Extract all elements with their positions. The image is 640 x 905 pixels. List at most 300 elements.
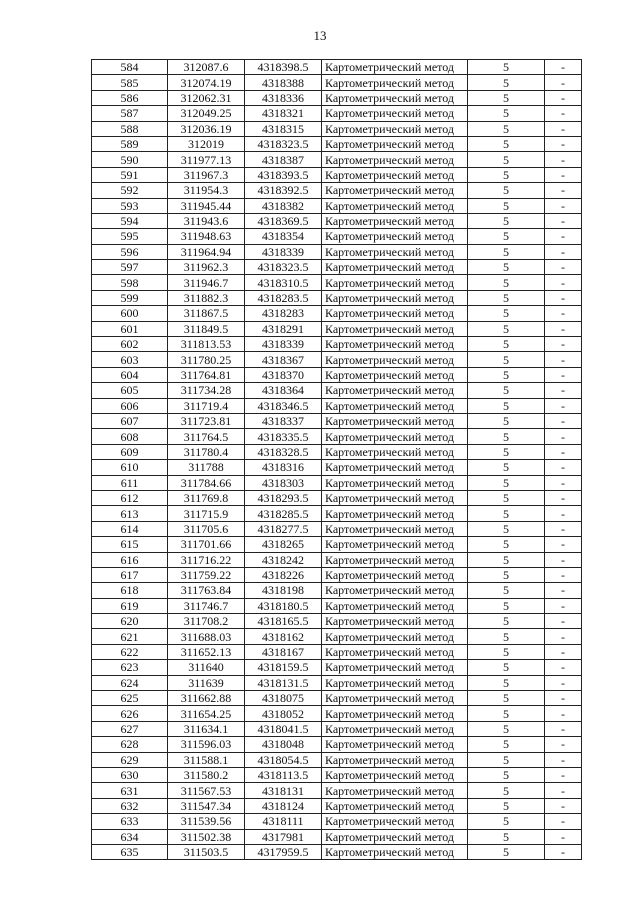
y-coordinate-cell: 4318303 bbox=[245, 475, 322, 490]
table-row bbox=[92, 367, 582, 382]
y-coordinate-cell: 4318159.5 bbox=[245, 660, 322, 675]
y-coordinate-cell: 4318310.5 bbox=[245, 275, 322, 290]
x-coordinate-cell: 311640 bbox=[168, 660, 245, 675]
method-cell: Картометрический метод bbox=[322, 229, 468, 244]
note-cell: - bbox=[545, 490, 582, 505]
point-number-cell: 601 bbox=[92, 321, 168, 336]
point-number-cell: 603 bbox=[92, 352, 168, 367]
accuracy-cell: 5 bbox=[468, 752, 545, 767]
y-coordinate-cell: 4318382 bbox=[245, 198, 322, 213]
method-cell: Картометрический метод bbox=[322, 614, 468, 629]
y-coordinate-cell: 4318283 bbox=[245, 306, 322, 321]
x-coordinate-cell: 311580.2 bbox=[168, 767, 245, 782]
accuracy-cell: 5 bbox=[468, 675, 545, 690]
y-coordinate-cell: 4318198 bbox=[245, 583, 322, 598]
y-coordinate-cell: 4318283.5 bbox=[245, 290, 322, 305]
x-coordinate-cell: 311964.94 bbox=[168, 244, 245, 259]
x-coordinate-cell: 311654.25 bbox=[168, 706, 245, 721]
note-cell: - bbox=[545, 367, 582, 382]
accuracy-cell: 5 bbox=[468, 121, 545, 136]
table-row bbox=[92, 567, 582, 582]
table-row bbox=[92, 660, 582, 675]
point-number-cell: 595 bbox=[92, 229, 168, 244]
x-coordinate-cell: 311539.56 bbox=[168, 814, 245, 829]
accuracy-cell: 5 bbox=[468, 490, 545, 505]
x-coordinate-cell: 311813.53 bbox=[168, 337, 245, 352]
y-coordinate-cell: 4318124 bbox=[245, 798, 322, 813]
table-row bbox=[92, 106, 582, 121]
accuracy-cell: 5 bbox=[468, 475, 545, 490]
point-number-cell: 617 bbox=[92, 567, 168, 582]
note-cell: - bbox=[545, 306, 582, 321]
x-coordinate-cell: 311715.9 bbox=[168, 506, 245, 521]
table-row bbox=[92, 460, 582, 475]
point-number-cell: 618 bbox=[92, 583, 168, 598]
y-coordinate-cell: 4318162 bbox=[245, 629, 322, 644]
table-row bbox=[92, 814, 582, 829]
accuracy-cell: 5 bbox=[468, 444, 545, 459]
table-row bbox=[92, 352, 582, 367]
y-coordinate-cell: 4318277.5 bbox=[245, 521, 322, 536]
table-row bbox=[92, 490, 582, 505]
note-cell: - bbox=[545, 152, 582, 167]
accuracy-cell: 5 bbox=[468, 460, 545, 475]
table-row bbox=[92, 675, 582, 690]
table-row bbox=[92, 691, 582, 706]
x-coordinate-cell: 312049.25 bbox=[168, 106, 245, 121]
x-coordinate-cell: 311784.66 bbox=[168, 475, 245, 490]
method-cell: Картометрический метод bbox=[322, 814, 468, 829]
method-cell: Картометрический метод bbox=[322, 352, 468, 367]
method-cell: Картометрический метод bbox=[322, 413, 468, 428]
note-cell: - bbox=[545, 429, 582, 444]
point-number-cell: 593 bbox=[92, 198, 168, 213]
table-row bbox=[92, 521, 582, 536]
accuracy-cell: 5 bbox=[468, 367, 545, 382]
y-coordinate-cell: 4318075 bbox=[245, 691, 322, 706]
accuracy-cell: 5 bbox=[468, 413, 545, 428]
note-cell: - bbox=[545, 737, 582, 752]
table-row bbox=[92, 152, 582, 167]
point-number-cell: 600 bbox=[92, 306, 168, 321]
accuracy-cell: 5 bbox=[468, 521, 545, 536]
point-number-cell: 604 bbox=[92, 367, 168, 382]
accuracy-cell: 5 bbox=[468, 429, 545, 444]
x-coordinate-cell: 311948.63 bbox=[168, 229, 245, 244]
note-cell: - bbox=[545, 537, 582, 552]
point-number-cell: 602 bbox=[92, 337, 168, 352]
method-cell: Картометрический метод bbox=[322, 691, 468, 706]
y-coordinate-cell: 4318354 bbox=[245, 229, 322, 244]
table-row bbox=[92, 721, 582, 736]
point-number-cell: 594 bbox=[92, 213, 168, 228]
note-cell: - bbox=[545, 644, 582, 659]
table-row bbox=[92, 706, 582, 721]
accuracy-cell: 5 bbox=[468, 567, 545, 582]
accuracy-cell: 5 bbox=[468, 660, 545, 675]
note-cell: - bbox=[545, 829, 582, 844]
note-cell: - bbox=[545, 767, 582, 782]
point-number-cell: 598 bbox=[92, 275, 168, 290]
method-cell: Картометрический метод bbox=[322, 106, 468, 121]
accuracy-cell: 5 bbox=[468, 106, 545, 121]
accuracy-cell: 5 bbox=[468, 352, 545, 367]
y-coordinate-cell: 4318131 bbox=[245, 783, 322, 798]
note-cell: - bbox=[545, 337, 582, 352]
x-coordinate-cell: 311780.4 bbox=[168, 444, 245, 459]
x-coordinate-cell: 311746.7 bbox=[168, 598, 245, 613]
x-coordinate-cell: 312074.19 bbox=[168, 75, 245, 90]
x-coordinate-cell: 311962.3 bbox=[168, 260, 245, 275]
method-cell: Картометрический метод bbox=[322, 321, 468, 336]
note-cell: - bbox=[545, 798, 582, 813]
accuracy-cell: 5 bbox=[468, 167, 545, 182]
y-coordinate-cell: 4318291 bbox=[245, 321, 322, 336]
x-coordinate-cell: 311719.4 bbox=[168, 398, 245, 413]
note-cell: - bbox=[545, 629, 582, 644]
x-coordinate-cell: 311780.25 bbox=[168, 352, 245, 367]
table-row bbox=[92, 260, 582, 275]
accuracy-cell: 5 bbox=[468, 75, 545, 90]
point-number-cell: 590 bbox=[92, 152, 168, 167]
note-cell: - bbox=[545, 583, 582, 598]
table-row bbox=[92, 752, 582, 767]
note-cell: - bbox=[545, 121, 582, 136]
method-cell: Картометрический метод bbox=[322, 306, 468, 321]
point-number-cell: 635 bbox=[92, 844, 168, 859]
point-number-cell: 616 bbox=[92, 552, 168, 567]
point-number-cell: 611 bbox=[92, 475, 168, 490]
x-coordinate-cell: 311708.2 bbox=[168, 614, 245, 629]
method-cell: Картометрический метод bbox=[322, 752, 468, 767]
table-row bbox=[92, 444, 582, 459]
table-row bbox=[92, 229, 582, 244]
note-cell: - bbox=[545, 721, 582, 736]
note-cell: - bbox=[545, 383, 582, 398]
point-number-cell: 610 bbox=[92, 460, 168, 475]
accuracy-cell: 5 bbox=[468, 306, 545, 321]
accuracy-cell: 5 bbox=[468, 290, 545, 305]
note-cell: - bbox=[545, 844, 582, 859]
accuracy-cell: 5 bbox=[468, 767, 545, 782]
point-number-cell: 589 bbox=[92, 136, 168, 151]
y-coordinate-cell: 4318370 bbox=[245, 367, 322, 382]
point-number-cell: 607 bbox=[92, 413, 168, 428]
x-coordinate-cell: 311723.81 bbox=[168, 413, 245, 428]
accuracy-cell: 5 bbox=[468, 229, 545, 244]
point-number-cell: 627 bbox=[92, 721, 168, 736]
y-coordinate-cell: 4318321 bbox=[245, 106, 322, 121]
y-coordinate-cell: 4318052 bbox=[245, 706, 322, 721]
method-cell: Картометрический метод bbox=[322, 567, 468, 582]
accuracy-cell: 5 bbox=[468, 598, 545, 613]
accuracy-cell: 5 bbox=[468, 814, 545, 829]
accuracy-cell: 5 bbox=[468, 213, 545, 228]
note-cell: - bbox=[545, 475, 582, 490]
point-number-cell: 584 bbox=[92, 60, 168, 75]
method-cell: Картометрический метод bbox=[322, 737, 468, 752]
table-row bbox=[92, 60, 582, 75]
y-coordinate-cell: 4318335.5 bbox=[245, 429, 322, 444]
method-cell: Картометрический метод bbox=[322, 460, 468, 475]
y-coordinate-cell: 4318048 bbox=[245, 737, 322, 752]
method-cell: Картометрический метод bbox=[322, 521, 468, 536]
point-number-cell: 624 bbox=[92, 675, 168, 690]
y-coordinate-cell: 4318167 bbox=[245, 644, 322, 659]
method-cell: Картометрический метод bbox=[322, 675, 468, 690]
method-cell: Картометрический метод bbox=[322, 152, 468, 167]
y-coordinate-cell: 4318265 bbox=[245, 537, 322, 552]
note-cell: - bbox=[545, 783, 582, 798]
table-row bbox=[92, 290, 582, 305]
point-number-cell: 625 bbox=[92, 691, 168, 706]
x-coordinate-cell: 312087.6 bbox=[168, 60, 245, 75]
method-cell: Картометрический метод bbox=[322, 383, 468, 398]
x-coordinate-cell: 311716.22 bbox=[168, 552, 245, 567]
note-cell: - bbox=[545, 398, 582, 413]
accuracy-cell: 5 bbox=[468, 737, 545, 752]
note-cell: - bbox=[545, 167, 582, 182]
method-cell: Картометрический метод bbox=[322, 706, 468, 721]
method-cell: Картометрический метод bbox=[322, 798, 468, 813]
y-coordinate-cell: 4318165.5 bbox=[245, 614, 322, 629]
method-cell: Картометрический метод bbox=[322, 90, 468, 105]
table-row bbox=[92, 598, 582, 613]
accuracy-cell: 5 bbox=[468, 537, 545, 552]
accuracy-cell: 5 bbox=[468, 706, 545, 721]
table-row bbox=[92, 475, 582, 490]
accuracy-cell: 5 bbox=[468, 829, 545, 844]
accuracy-cell: 5 bbox=[468, 614, 545, 629]
accuracy-cell: 5 bbox=[468, 583, 545, 598]
table-row bbox=[92, 537, 582, 552]
point-number-cell: 622 bbox=[92, 644, 168, 659]
y-coordinate-cell: 4318180.5 bbox=[245, 598, 322, 613]
x-coordinate-cell: 311764.5 bbox=[168, 429, 245, 444]
method-cell: Картометрический метод bbox=[322, 121, 468, 136]
method-cell: Картометрический метод bbox=[322, 506, 468, 521]
accuracy-cell: 5 bbox=[468, 198, 545, 213]
table-row bbox=[92, 167, 582, 182]
point-number-cell: 614 bbox=[92, 521, 168, 536]
note-cell: - bbox=[545, 275, 582, 290]
note-cell: - bbox=[545, 552, 582, 567]
note-cell: - bbox=[545, 90, 582, 105]
table-row bbox=[92, 321, 582, 336]
y-coordinate-cell: 4318364 bbox=[245, 383, 322, 398]
note-cell: - bbox=[545, 814, 582, 829]
y-coordinate-cell: 4318315 bbox=[245, 121, 322, 136]
x-coordinate-cell: 311882.3 bbox=[168, 290, 245, 305]
note-cell: - bbox=[545, 352, 582, 367]
point-number-cell: 608 bbox=[92, 429, 168, 444]
point-number-cell: 609 bbox=[92, 444, 168, 459]
point-number-cell: 585 bbox=[92, 75, 168, 90]
coordinates-table bbox=[91, 59, 582, 860]
y-coordinate-cell: 4318337 bbox=[245, 413, 322, 428]
accuracy-cell: 5 bbox=[468, 644, 545, 659]
point-number-cell: 588 bbox=[92, 121, 168, 136]
x-coordinate-cell: 311662.88 bbox=[168, 691, 245, 706]
x-coordinate-cell: 311946.7 bbox=[168, 275, 245, 290]
note-cell: - bbox=[545, 198, 582, 213]
point-number-cell: 630 bbox=[92, 767, 168, 782]
table-row bbox=[92, 583, 582, 598]
point-number-cell: 615 bbox=[92, 537, 168, 552]
point-number-cell: 623 bbox=[92, 660, 168, 675]
y-coordinate-cell: 4318339 bbox=[245, 337, 322, 352]
y-coordinate-cell: 4318346.5 bbox=[245, 398, 322, 413]
table-row bbox=[92, 183, 582, 198]
y-coordinate-cell: 4318285.5 bbox=[245, 506, 322, 521]
table-row bbox=[92, 844, 582, 859]
x-coordinate-cell: 311596.03 bbox=[168, 737, 245, 752]
note-cell: - bbox=[545, 675, 582, 690]
table-row bbox=[92, 136, 582, 151]
x-coordinate-cell: 311705.6 bbox=[168, 521, 245, 536]
table-row bbox=[92, 398, 582, 413]
point-number-cell: 596 bbox=[92, 244, 168, 259]
y-coordinate-cell: 4318388 bbox=[245, 75, 322, 90]
y-coordinate-cell: 4318323.5 bbox=[245, 136, 322, 151]
note-cell: - bbox=[545, 244, 582, 259]
method-cell: Картометрический метод bbox=[322, 337, 468, 352]
point-number-cell: 613 bbox=[92, 506, 168, 521]
y-coordinate-cell: 4318387 bbox=[245, 152, 322, 167]
point-number-cell: 587 bbox=[92, 106, 168, 121]
accuracy-cell: 5 bbox=[468, 260, 545, 275]
note-cell: - bbox=[545, 60, 582, 75]
x-coordinate-cell: 311849.5 bbox=[168, 321, 245, 336]
point-number-cell: 634 bbox=[92, 829, 168, 844]
method-cell: Картометрический метод bbox=[322, 767, 468, 782]
point-number-cell: 605 bbox=[92, 383, 168, 398]
method-cell: Картометрический метод bbox=[322, 398, 468, 413]
coordinates-table-body bbox=[92, 60, 582, 860]
method-cell: Картометрический метод bbox=[322, 136, 468, 151]
x-coordinate-cell: 311764.81 bbox=[168, 367, 245, 382]
method-cell: Картометрический метод bbox=[322, 537, 468, 552]
accuracy-cell: 5 bbox=[468, 691, 545, 706]
note-cell: - bbox=[545, 752, 582, 767]
x-coordinate-cell: 311502.38 bbox=[168, 829, 245, 844]
method-cell: Картометрический метод bbox=[322, 198, 468, 213]
y-coordinate-cell: 4318226 bbox=[245, 567, 322, 582]
x-coordinate-cell: 311763.84 bbox=[168, 583, 245, 598]
method-cell: Картометрический метод bbox=[322, 721, 468, 736]
method-cell: Картометрический метод bbox=[322, 444, 468, 459]
x-coordinate-cell: 311503.5 bbox=[168, 844, 245, 859]
y-coordinate-cell: 4318398.5 bbox=[245, 60, 322, 75]
table-row bbox=[92, 783, 582, 798]
x-coordinate-cell: 311652.13 bbox=[168, 644, 245, 659]
x-coordinate-cell: 311547.34 bbox=[168, 798, 245, 813]
note-cell: - bbox=[545, 614, 582, 629]
accuracy-cell: 5 bbox=[468, 552, 545, 567]
x-coordinate-cell: 311759.22 bbox=[168, 567, 245, 582]
x-coordinate-cell: 311943.6 bbox=[168, 213, 245, 228]
y-coordinate-cell: 4318041.5 bbox=[245, 721, 322, 736]
table-row bbox=[92, 198, 582, 213]
note-cell: - bbox=[545, 183, 582, 198]
y-coordinate-cell: 4318054.5 bbox=[245, 752, 322, 767]
note-cell: - bbox=[545, 706, 582, 721]
table-row bbox=[92, 75, 582, 90]
point-number-cell: 631 bbox=[92, 783, 168, 798]
y-coordinate-cell: 4318393.5 bbox=[245, 167, 322, 182]
point-number-cell: 633 bbox=[92, 814, 168, 829]
table-row bbox=[92, 767, 582, 782]
y-coordinate-cell: 4318323.5 bbox=[245, 260, 322, 275]
method-cell: Картометрический метод bbox=[322, 490, 468, 505]
x-coordinate-cell: 311688.03 bbox=[168, 629, 245, 644]
y-coordinate-cell: 4318316 bbox=[245, 460, 322, 475]
y-coordinate-cell: 4318328.5 bbox=[245, 444, 322, 459]
x-coordinate-cell: 311639 bbox=[168, 675, 245, 690]
y-coordinate-cell: 4318392.5 bbox=[245, 183, 322, 198]
accuracy-cell: 5 bbox=[468, 152, 545, 167]
method-cell: Картометрический метод bbox=[322, 75, 468, 90]
note-cell: - bbox=[545, 598, 582, 613]
y-coordinate-cell: 4318369.5 bbox=[245, 213, 322, 228]
y-coordinate-cell: 4318113.5 bbox=[245, 767, 322, 782]
x-coordinate-cell: 311788 bbox=[168, 460, 245, 475]
x-coordinate-cell: 312019 bbox=[168, 136, 245, 151]
y-coordinate-cell: 4318111 bbox=[245, 814, 322, 829]
method-cell: Картометрический метод bbox=[322, 844, 468, 859]
note-cell: - bbox=[545, 75, 582, 90]
table-row bbox=[92, 644, 582, 659]
method-cell: Картометрический метод bbox=[322, 644, 468, 659]
note-cell: - bbox=[545, 106, 582, 121]
y-coordinate-cell: 4318242 bbox=[245, 552, 322, 567]
note-cell: - bbox=[545, 290, 582, 305]
table-row bbox=[92, 798, 582, 813]
point-number-cell: 621 bbox=[92, 629, 168, 644]
accuracy-cell: 5 bbox=[468, 506, 545, 521]
note-cell: - bbox=[545, 229, 582, 244]
point-number-cell: 599 bbox=[92, 290, 168, 305]
x-coordinate-cell: 312036.19 bbox=[168, 121, 245, 136]
note-cell: - bbox=[545, 660, 582, 675]
table-row bbox=[92, 337, 582, 352]
y-coordinate-cell: 4317959.5 bbox=[245, 844, 322, 859]
table-row bbox=[92, 429, 582, 444]
method-cell: Картометрический метод bbox=[322, 429, 468, 444]
x-coordinate-cell: 311967.3 bbox=[168, 167, 245, 182]
point-number-cell: 632 bbox=[92, 798, 168, 813]
note-cell: - bbox=[545, 691, 582, 706]
x-coordinate-cell: 311945.44 bbox=[168, 198, 245, 213]
table-row bbox=[92, 306, 582, 321]
accuracy-cell: 5 bbox=[468, 798, 545, 813]
table-row bbox=[92, 383, 582, 398]
note-cell: - bbox=[545, 260, 582, 275]
method-cell: Картометрический метод bbox=[322, 367, 468, 382]
x-coordinate-cell: 311701.66 bbox=[168, 537, 245, 552]
table-row bbox=[92, 737, 582, 752]
note-cell: - bbox=[545, 136, 582, 151]
accuracy-cell: 5 bbox=[468, 844, 545, 859]
method-cell: Картометрический метод bbox=[322, 290, 468, 305]
point-number-cell: 591 bbox=[92, 167, 168, 182]
table-row bbox=[92, 829, 582, 844]
method-cell: Картометрический метод bbox=[322, 598, 468, 613]
method-cell: Картометрический метод bbox=[322, 783, 468, 798]
x-coordinate-cell: 311977.13 bbox=[168, 152, 245, 167]
y-coordinate-cell: 4318367 bbox=[245, 352, 322, 367]
note-cell: - bbox=[545, 213, 582, 228]
